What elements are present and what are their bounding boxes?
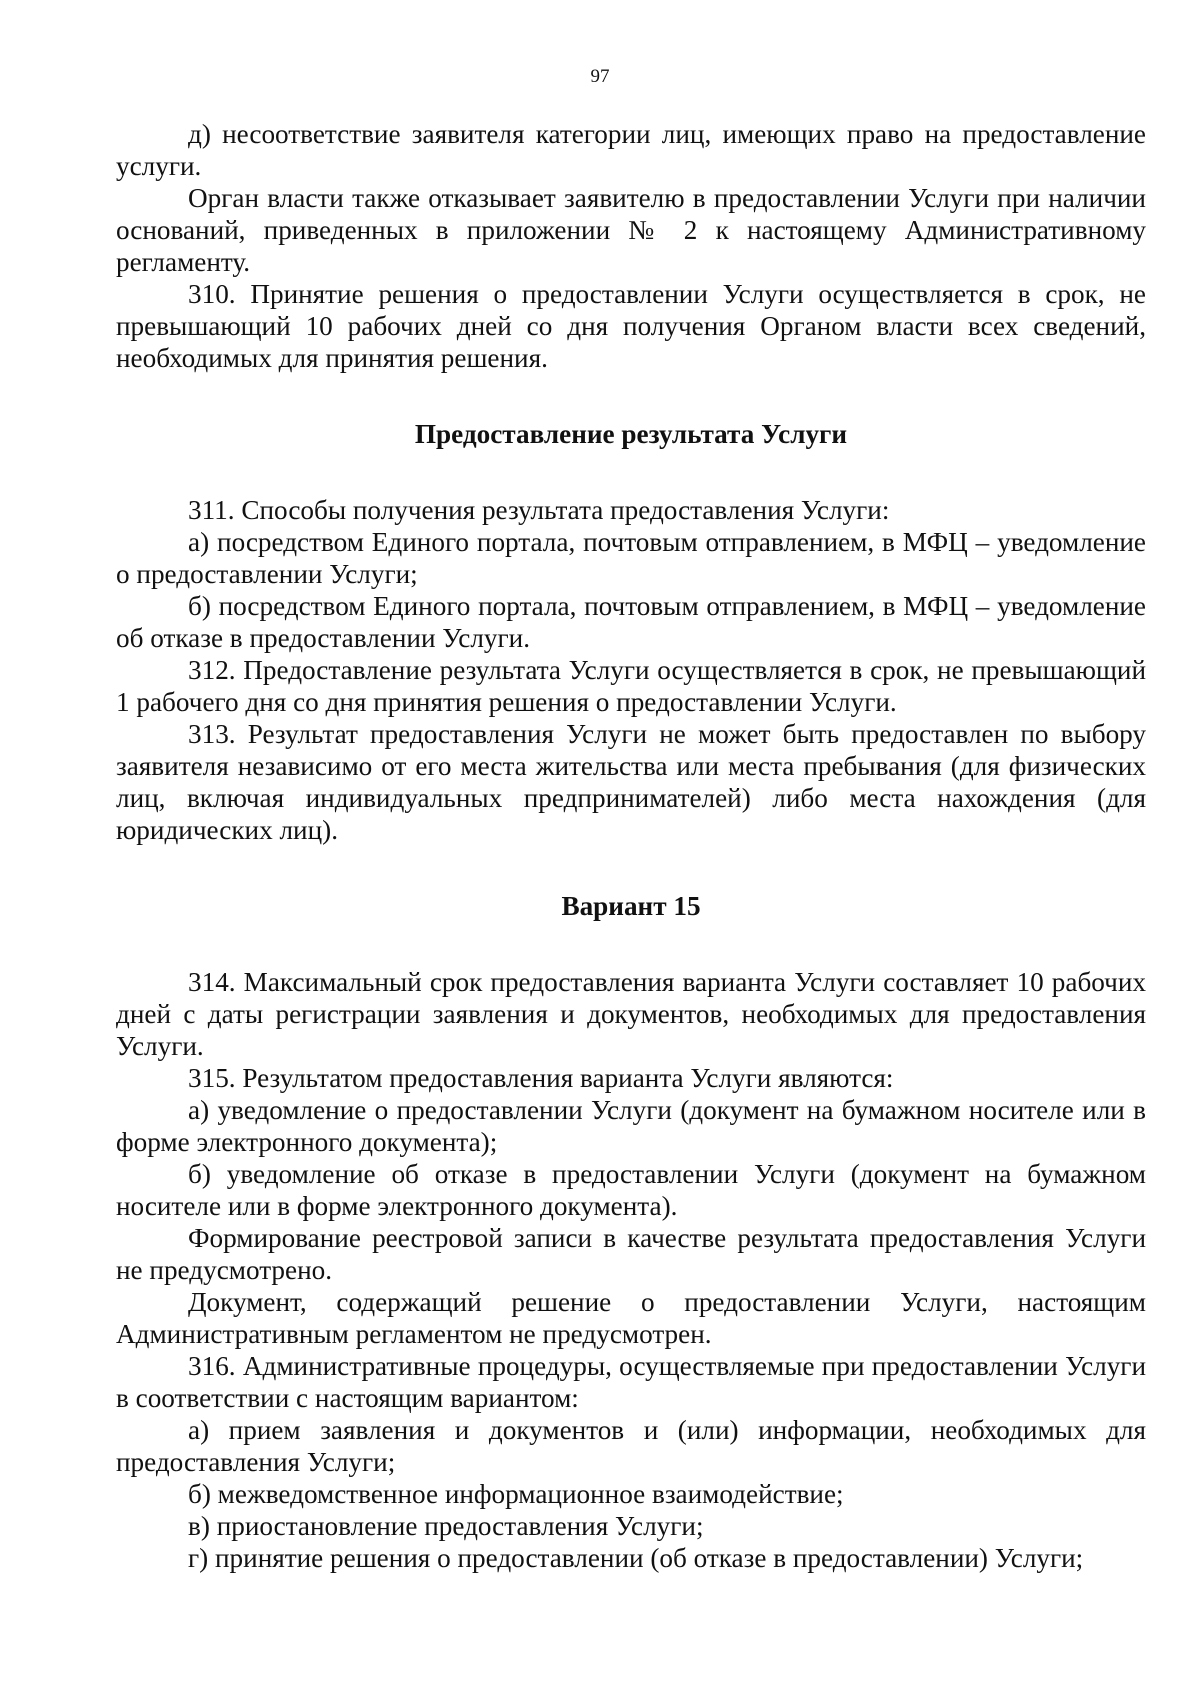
paragraph-registry-record: Формирование реестровой записи в качестве результата предоставления Услуги не предусмотрено. bbox=[116, 1223, 1146, 1285]
page-number: 97 bbox=[590, 66, 610, 87]
paragraph-311-a: а) посредством Единого портала, почтовым отправлением, в МФЦ – уведомление о предоставлении Услуги; bbox=[116, 527, 1146, 589]
paragraph-316-c: в) приостановление предоставления Услуги; bbox=[188, 1511, 704, 1541]
paragraph-316-d: г) принятие решения о предоставлении (об отказе в предоставлении) Услуги; bbox=[188, 1543, 1084, 1573]
paragraph-316-a: а) прием заявления и документов и (или) информации, необходимых для предоставления Услуги; bbox=[116, 1415, 1146, 1477]
paragraph-315-a: а) уведомление о предоставлении Услуги (документ на бумажном носителе или в форме электронного документа); bbox=[116, 1095, 1146, 1157]
paragraph-decision-document: Документ, содержащий решение о предоставлении Услуги, настоящим Административным регламентом не предусмотрен. bbox=[116, 1287, 1146, 1349]
paragraph-314: 314. Максимальный срок предоставления варианта Услуги составляет 10 рабочих дней с даты регистрации заявления и документов, необходимых для предоставления Услуги. bbox=[116, 967, 1146, 1061]
paragraph-311-b: б) посредством Единого портала, почтовым отправлением, в МФЦ – уведомление об отказе в предоставлении Услуги. bbox=[116, 591, 1146, 653]
section-heading-variant-15: Вариант 15 bbox=[561, 891, 701, 921]
paragraph-315: 315. Результатом предоставления варианта Услуги являются: bbox=[188, 1063, 894, 1093]
section-heading-result: Предоставление результата Услуги bbox=[414, 419, 848, 449]
paragraph-310: 310. Принятие решения о предоставлении Услуги осуществляется в срок, не превышающий 10 рабочих дней со дня получения Органом власти всех сведений, необходимых для принятия решения. bbox=[116, 279, 1146, 373]
paragraph-refusal-grounds: Орган власти также отказывает заявителю в предоставлении Услуги при наличии оснований, приведенных в приложении № 2 к настоящему Административному регламенту. bbox=[116, 183, 1146, 277]
paragraph-315-b: б) уведомление об отказе в предоставлении Услуги (документ на бумажном носителе или в форме электронного документа). bbox=[116, 1159, 1146, 1221]
paragraph-316: 316. Административные процедуры, осуществляемые при предоставлении Услуги в соответствии с настоящим вариантом: bbox=[116, 1351, 1146, 1413]
paragraph-311: 311. Способы получения результата предоставления Услуги: bbox=[188, 495, 890, 525]
paragraph-refusal-item-d: д) несоответствие заявителя категории лиц, имеющих право на предоставление услуги. bbox=[116, 119, 1146, 181]
paragraph-313: 313. Результат предоставления Услуги не может быть предоставлен по выбору заявителя независимо от его места жительства или места пребывания (для физических лиц, включая индивидуальных предпринимателей) либо места нахождения (для юридических лиц). bbox=[116, 719, 1146, 845]
paragraph-316-b: б) межведомственное информационное взаимодействие; bbox=[188, 1479, 844, 1509]
paragraph-312: 312. Предоставление результата Услуги осуществляется в срок, не превышающий 1 рабочего дня со дня принятия решения о предоставлении Услуги. bbox=[116, 655, 1146, 717]
document-body bbox=[116, 118, 1146, 1574]
